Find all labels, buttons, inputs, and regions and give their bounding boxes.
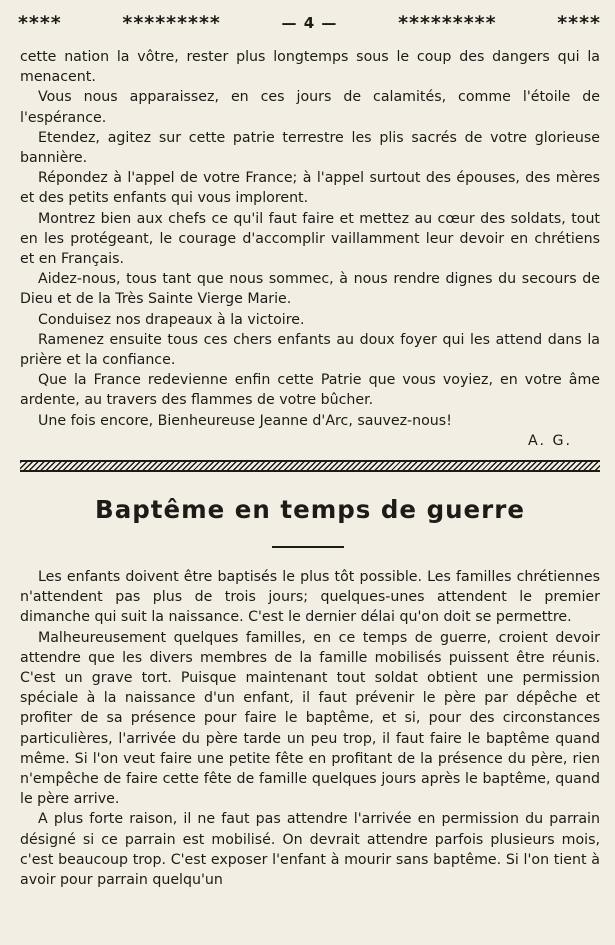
paragraph: Vous nous apparaissez, en ces jours de calamités, comme l'étoile de l'espérance. [20, 89, 600, 126]
header-stars-left-mid: ********* [122, 12, 221, 34]
page-number: — 4 — [281, 14, 338, 32]
article-body [20, 567, 600, 890]
paragraph: Etendez, agitez sur cette patrie terrestre les plis sacrés de votre glorieuse bannière. [20, 129, 600, 167]
paragraph: Malheureusement quelques familles, en ce temps de guerre, croient devoir attendre que les divers membres de la famille mobilisés puissent être réunis. C'est un grave tort. Puisque maintenant tout soldat obtient une permission spéciale à la naissance d'un enfant, il faut prévenir le père par dépêche et profiter de sa présence pour faire le baptême, et si, pour des circonstances particulières, l'arrivée du père tarde un peu trop, il faut faire le baptême quand même. Si l'on veut faire une petite fête en profitant de la présence du père, rien n'empêche de faire cette fête de famille quelques jours après le baptême, quand le père arrive. [20, 629, 600, 808]
paragraph: A plus forte raison, il ne faut pas attendre l'arrivée en permission du parrain désigné si ce parrain est mobilisé. On devrait attendre parfois plusieurs mois, c'est beaucoup trop. C'est exposer l'enfant à mourir sans baptême. Si l'on tient à avoir pour parrain quelqu'un [20, 811, 600, 889]
header-stars-right: **** [557, 12, 601, 34]
header-stars-right-mid: ********* [398, 12, 497, 34]
paragraph: cette nation la vôtre, rester plus longtemps sous le coup des dangers qui la menacent. [20, 49, 600, 86]
paragraph: Une fois encore, Bienheureuse Jeanne d'Arc, sauvez-nous! [38, 412, 452, 429]
title-underline [272, 546, 344, 548]
paragraph: Conduisez nos drapeaux à la victoire. [38, 311, 305, 328]
paragraph: Montrez bien aux chefs ce qu'il faut faire et mettez au cœur des soldats, tout en les protégeant, le courage d'accomplir vaillamment leur devoir en chrétiens et en Français. [20, 210, 600, 268]
article-title: Baptême en temps de guerre [95, 495, 525, 524]
paragraph: Ramenez ensuite tous ces chers enfants au doux foyer qui les attend dans la prière et la confiance. [20, 331, 600, 369]
paragraph: Répondez à l'appel de votre France; à l'appel surtout des épouses, des mères et des petits enfants qui vous implorent. [20, 170, 600, 207]
section-separator [20, 459, 600, 473]
page-header [18, 10, 601, 36]
prayer-text-block [20, 47, 600, 451]
paragraph: Aidez-nous, tous tant que nous sommec, à nous rendre dignes du secours de Dieu et de la Très Sainte Vierge Marie. [20, 271, 600, 308]
header-stars-left: **** [18, 12, 62, 34]
signature: A. G. [528, 432, 572, 449]
paragraph: Que la France redevienne enfin cette Patrie que vous voyiez, en votre âme ardente, au travers des flammes de votre bûcher. [20, 372, 600, 409]
paragraph: Les enfants doivent être baptisés le plus tôt possible. Les familles chrétiennes n'attendent pas plus de trois jours; quelques-unes attendent le premier dimanche qui suit la naissance. C'est le dernier délai qu'on doit se permettre. [20, 569, 600, 626]
